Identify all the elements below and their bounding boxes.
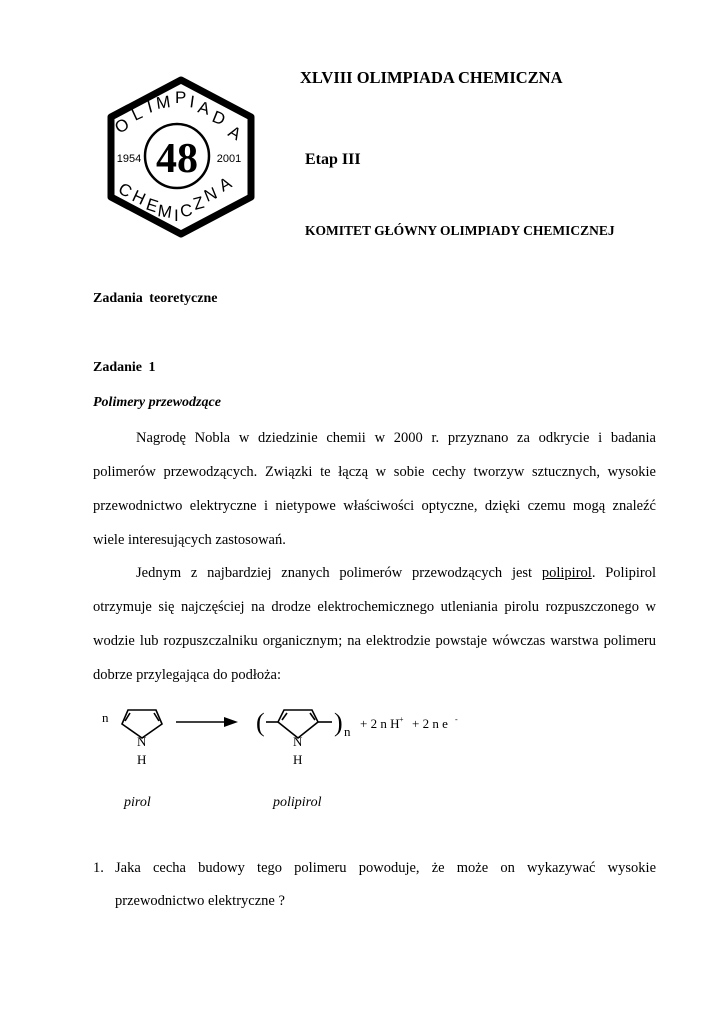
polypyrrole-term: polipirol	[541, 565, 592, 581]
question-text: Jaka cecha budowy tego polimeru powoduje, że może on wykazywać wysokie przewodnictwo elektryczne ?	[115, 860, 656, 909]
task-title: Polimery przewodzące	[93, 395, 221, 410]
svg-text:Z: Z	[191, 192, 207, 214]
question-1	[93, 852, 656, 918]
svg-text:O: O	[111, 114, 133, 138]
svg-text:M: M	[154, 92, 172, 113]
svg-text:D: D	[209, 107, 229, 130]
reaction-coefficient: n	[102, 710, 109, 725]
pyrrole-h-atom: H	[137, 752, 147, 767]
proton-charge: +	[399, 715, 404, 724]
svg-text:L: L	[128, 103, 146, 125]
pyrrole-n-atom: N	[137, 734, 147, 749]
stage-label: Etap III	[305, 151, 361, 168]
close-parenthesis: )	[334, 708, 343, 737]
committee-name: KOMITET GŁÓWNY OLIMPIADY CHEMICZNEJ	[305, 223, 615, 238]
question-number: 1.	[93, 860, 104, 876]
paragraph-text-before: Jednym z najbardziej znanych polimerów przewodzących jest	[136, 565, 542, 581]
svg-text:A: A	[215, 173, 235, 196]
polymerization-reaction	[90, 700, 570, 810]
svg-text:C: C	[115, 179, 136, 202]
svg-text:I: I	[174, 206, 179, 225]
proton-product: + 2 n H	[360, 716, 400, 731]
svg-text:A: A	[195, 97, 212, 119]
logo-year-end: 2001	[216, 153, 242, 165]
svg-text:E: E	[143, 194, 161, 217]
polypyrrole-n-atom: N	[293, 734, 303, 749]
caption-polipirol: polipirol	[273, 795, 322, 810]
svg-text:M: M	[156, 201, 174, 222]
logo-year-start: 1954	[116, 153, 142, 165]
svg-text:N: N	[201, 183, 220, 206]
polypyrrole-h-atom: H	[293, 752, 303, 767]
svg-text:P: P	[175, 88, 187, 107]
section-title: Zadania teoretyczne	[93, 291, 218, 306]
open-parenthesis: (	[256, 708, 265, 737]
paragraph-intro: Nagrodę Nobla w dziedzinie chemii w 2000 r. przyznano za odkrycie i badania polimerów przewodzących. Związki te łączą w sobie cechy tworzyw sztucznych, wysokie przewodnictwo elektryczne i nietypowe właściwości optyczne, dzięki czemu mogą znaleźć wiele interesujących zastosowań.	[93, 430, 656, 548]
svg-text:I: I	[188, 92, 196, 112]
electron-product: + 2 n e	[412, 716, 448, 731]
svg-text:C: C	[178, 200, 194, 221]
caption-pirol: pirol	[124, 795, 151, 810]
polymer-subscript: n	[344, 724, 351, 739]
svg-text:H: H	[129, 186, 149, 209]
olympiad-title: XLVIII OLIMPIADA CHEMICZNA	[300, 68, 563, 87]
logo-number: 48	[156, 136, 198, 182]
electron-charge: -	[455, 715, 458, 724]
reaction-arrow	[176, 717, 238, 727]
task-label: Zadanie 1	[93, 360, 156, 375]
svg-text:I: I	[145, 97, 155, 117]
svg-text:A: A	[225, 122, 245, 145]
paragraph-polypyrrole	[93, 556, 656, 692]
olympiad-logo	[105, 76, 257, 238]
paragraph-text-after: . Polipirol otrzymuje się najczęściej na drodze elektrochemicznego utleniania pirolu rozpuszczonego w wodzie lub rozpuszczalniku organicznym; na elektrodzie powstaje wówczas warstwa polimeru dobrze przylegająca do podłoża:	[93, 565, 656, 683]
